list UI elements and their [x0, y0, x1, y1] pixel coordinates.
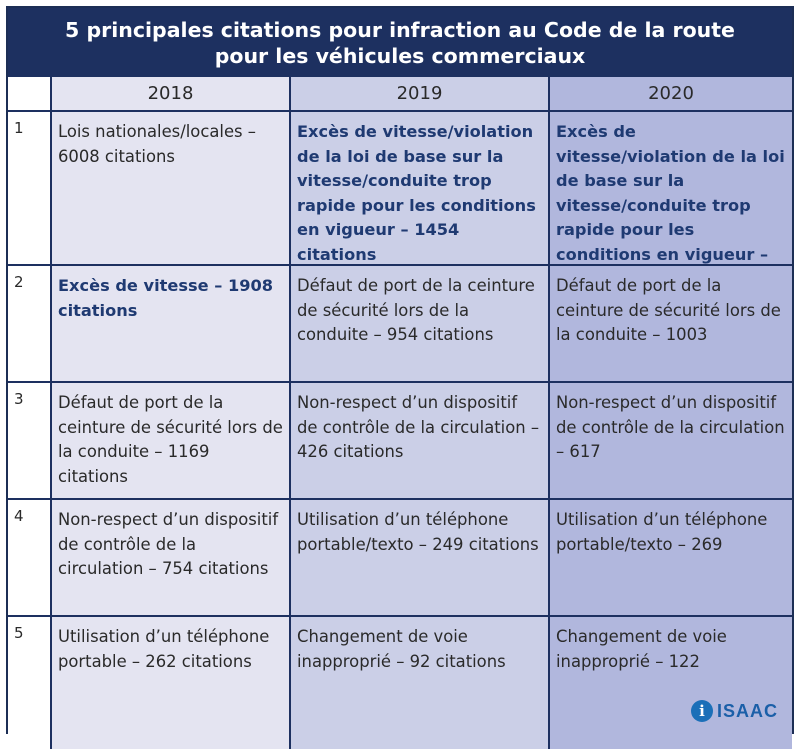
isaac-logo [691, 700, 778, 722]
title-line-1: 5 principales citations pour infraction au Code de la route [65, 17, 735, 42]
cell-4-2019: Utilisation d’un téléphone portable/texto – 249 citations [291, 500, 550, 617]
title-line-2: pour les véhicules commerciaux [214, 43, 586, 68]
rank-5: 5 [8, 617, 52, 749]
cell-3-2018: Défaut de port de la ceinture de sécurité lors de la conduite – 1169 citations [52, 383, 291, 500]
cell-3-2020: Non-respect d’un dispositif de contrôle de la circulation – 617 [550, 383, 792, 500]
rank-1: 1 [8, 112, 52, 266]
cell-5-2020: Changement de voie inapproprié – 122 [550, 617, 792, 749]
cell-1-2020: Excès de vitesse/violation de la loi de base sur la vitesse/conduite trop rapide pour les conditions en vigueur – [550, 112, 792, 266]
table-title [8, 8, 792, 77]
cell-2-2019: Défaut de port de la ceinture de sécurité lors de la conduite – 954 citations [291, 266, 550, 383]
cell-3-2019: Non-respect d’un dispositif de contrôle de la circulation – 426 citations [291, 383, 550, 500]
header-2020: 2020 [550, 77, 792, 112]
cell-4-2018: Non-respect d’un dispositif de contrôle de la circulation – 754 citations [52, 500, 291, 617]
isaac-logo-icon: i [691, 700, 713, 722]
cell-2-2018: Excès de vitesse – 1908 citations [52, 266, 291, 383]
cell-5-2018: Utilisation d’un téléphone portable – 262 citations [52, 617, 291, 749]
cell-1-2019: Excès de vitesse/violation de la loi de base sur la vitesse/conduite trop rapide pour les conditions en vigueur – 1454 citations [291, 112, 550, 266]
cell-5-2019: Changement de voie inapproprié – 92 citations [291, 617, 550, 749]
isaac-logo-text: ISAAC [716, 700, 778, 721]
header-2019: 2019 [291, 77, 550, 112]
cell-2-2020: Défaut de port de la ceinture de sécurité lors de la conduite – 1003 [550, 266, 792, 383]
cell-4-2020: Utilisation d’un téléphone portable/texto – 269 [550, 500, 792, 617]
header-2018: 2018 [52, 77, 291, 112]
rank-2: 2 [8, 266, 52, 383]
cell-1-2018: Lois nationales/locales – 6008 citations [52, 112, 291, 266]
rank-4: 4 [8, 500, 52, 617]
header-rank [8, 77, 52, 112]
rank-3: 3 [8, 383, 52, 500]
citations-grid [8, 77, 792, 732]
citations-table-card [6, 6, 794, 734]
